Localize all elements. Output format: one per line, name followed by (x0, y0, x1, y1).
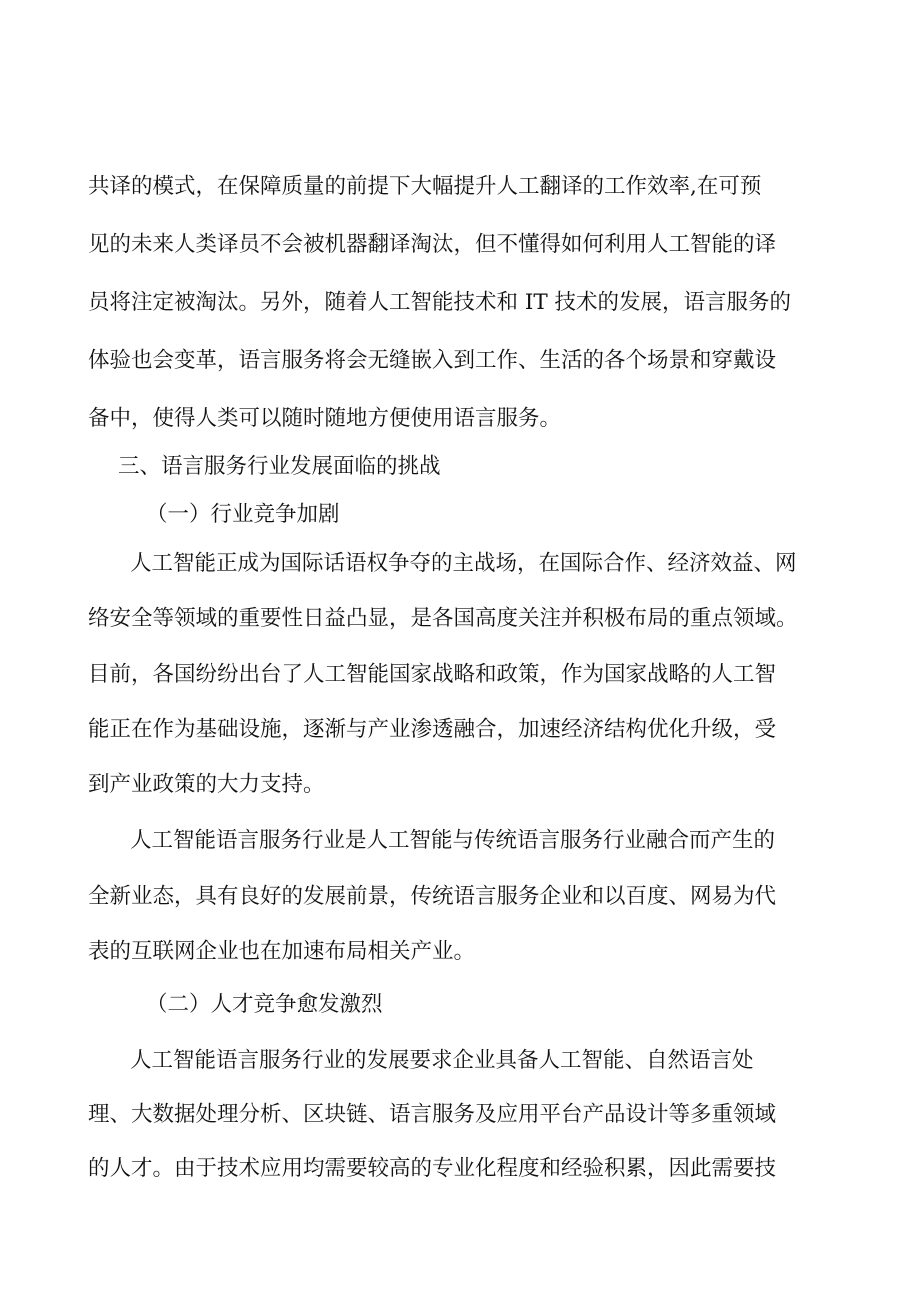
paragraph-line: 理、大数据处理分析、区块链、语言服务及应用平台产品设计等多重领域 (88, 1102, 777, 1127)
paragraph-line: 体验也会变革，语言服务将会无缝嵌入到工作、生活的各个场景和穿戴设 (88, 348, 777, 373)
paragraph-line: 人工智能语言服务行业是人工智能与传统语言服务行业融合而产生的 (130, 828, 776, 853)
paragraph-line: 络安全等领域的重要性日益凸显，是各国高度关注并积极布局的重点领域。 (88, 606, 798, 631)
paragraph-line: 全新业态，具有良好的发展前景，传统语言服务企业和以百度、网易为代 (88, 884, 777, 909)
paragraph-line: 能正在作为基础设施，逐渐与产业渗透融合，加速经济结构优化升级，受 (88, 717, 777, 742)
subsection-heading-2: （二）人才竞争愈发激烈 (146, 992, 383, 1017)
paragraph-line: 共译的模式，在保障质量的前提下大幅提升人工翻译的工作效率,在可预 (88, 174, 762, 199)
paragraph-line: 备中，使得人类可以随时随地方便使用语言服务。 (88, 406, 562, 431)
paragraph-line: 人工智能语言服务行业的发展要求企业具备人工智能、自然语言处 (130, 1048, 754, 1073)
paragraph-line: 到产业政策的大力支持。 (88, 772, 325, 797)
paragraph-line: 人工智能正成为国际话语权争夺的主战场，在国际合作、经济效益、网 (130, 551, 797, 576)
paragraph-line: 表的互联网企业也在加速布局相关产业。 (88, 939, 476, 964)
section-heading: 三、语言服务行业发展面临的挑战 (118, 454, 441, 479)
paragraph-line: 员将注定被淘汰。另外，随着人工智能技术和 IT 技术的发展，语言服务的 (88, 290, 792, 315)
paragraph-line: 目前，各国纷纷出台了人工智能国家战略和政策，作为国家战略的人工智 (88, 662, 777, 687)
paragraph-line: 见的未来人类译员不会被机器翻译淘汰，但不懂得如何利用人工智能的译 (88, 232, 777, 257)
paragraph-line: 的人才。由于技术应用均需要较高的专业化程度和经验积累，因此需要技 (88, 1156, 777, 1181)
subsection-heading-1: （一）行业竞争加剧 (146, 502, 340, 527)
